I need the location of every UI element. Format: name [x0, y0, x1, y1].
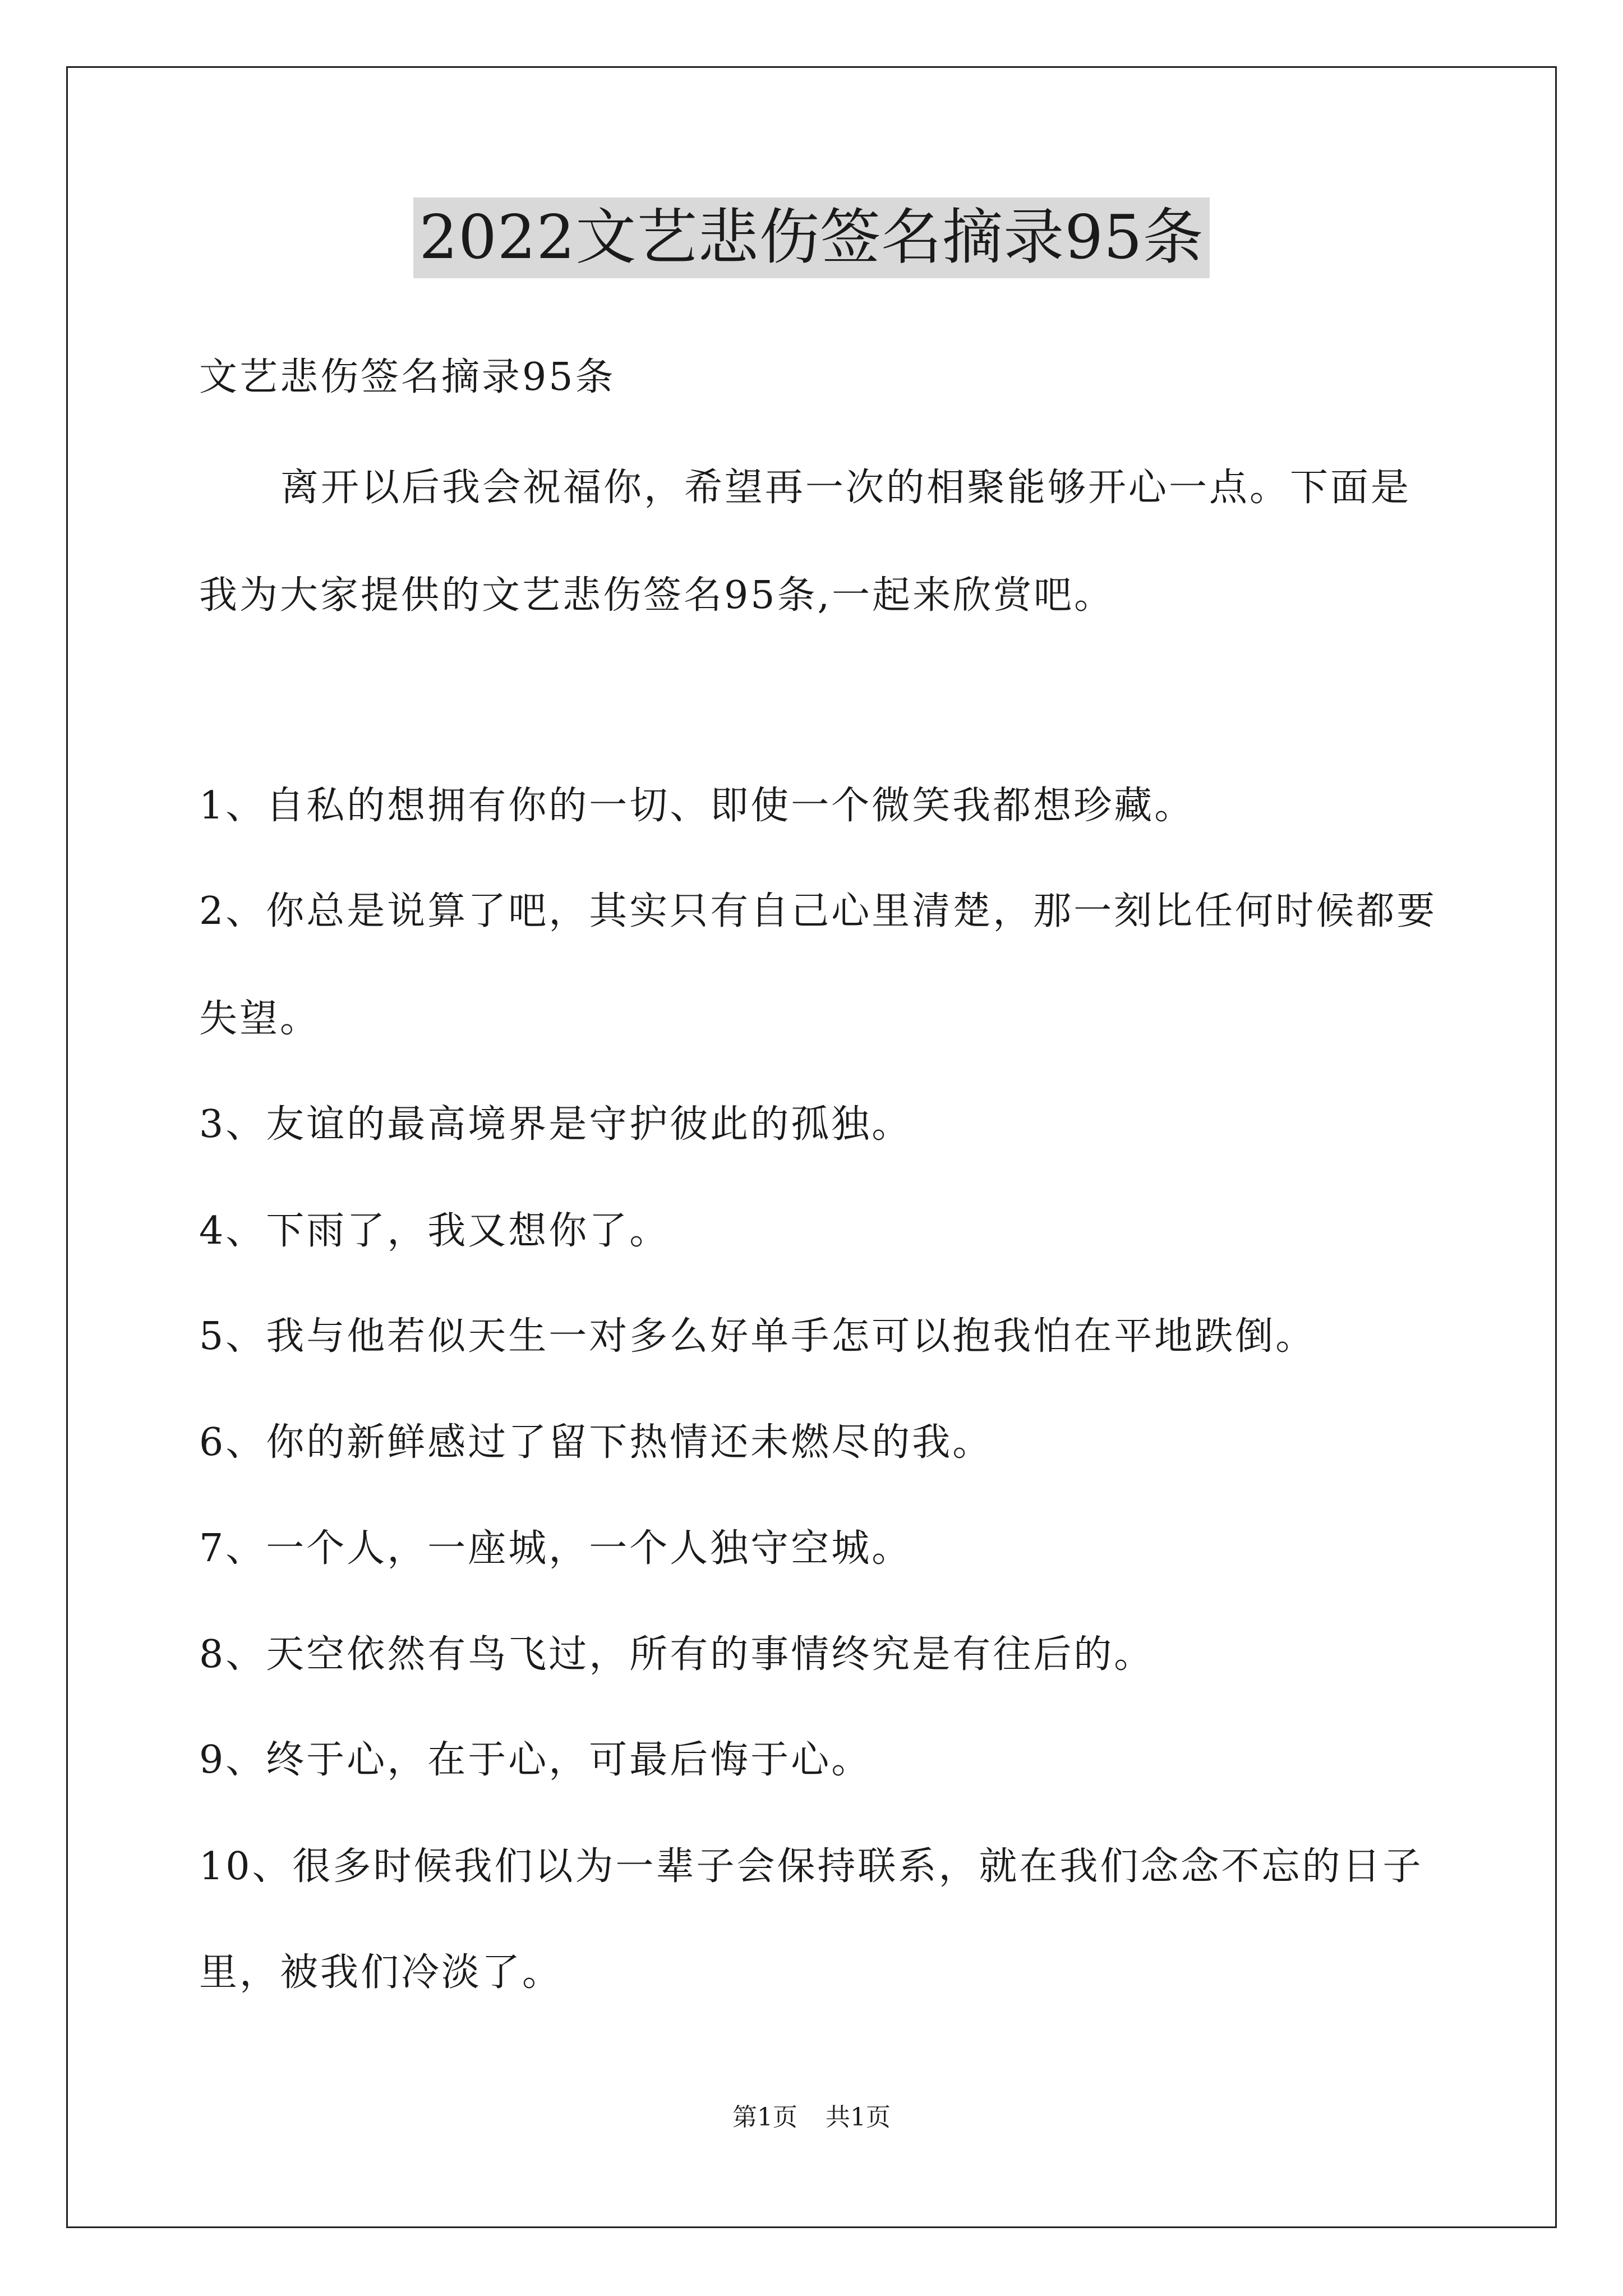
list-item: 10、很多时候我们以为一辈子会保持联系，就在我们念念不忘的日子	[199, 1844, 1423, 1889]
subtitle: 文艺悲伤签名摘录95条	[199, 355, 616, 399]
list-item: 1、自私的想拥有你的一切、即使一个微笑我都想珍藏。	[199, 784, 1195, 828]
list-item: 里，被我们冷淡了。	[199, 1950, 563, 1995]
list-item: 4、下雨了，我又想你了。	[199, 1209, 670, 1253]
list-item: 7、一个人，一座城，一个人独守空城。	[199, 1526, 912, 1571]
intro-line: 离开以后我会祝福你，希望再一次的相聚能够开心一点。下面是	[280, 466, 1412, 510]
intro-line: 我为大家提供的文艺悲伤签名95条,一起来欣赏吧。	[199, 573, 1115, 618]
page-title: 2022文艺悲伤签名摘录95条	[413, 197, 1209, 278]
list-item: 3、友谊的最高境界是守护彼此的孤独。	[199, 1102, 912, 1147]
list-item: 9、终于心，在于心，可最后悔于心。	[199, 1738, 872, 1782]
page-total: 共1页	[826, 2103, 891, 2132]
title-container	[0, 197, 1623, 278]
page-footer	[0, 2101, 1623, 2134]
list-item: 失望。	[199, 997, 321, 1041]
list-item: 2、你总是说算了吧，其实只有自己心里清楚，那一刻比任何时候都要	[199, 889, 1437, 933]
list-item: 5、我与他若似天生一对多么好单手怎可以抱我怕在平地跌倒。	[199, 1314, 1316, 1359]
page-number: 第1页	[732, 2103, 797, 2132]
list-item: 6、你的新鲜感过了留下热情还未燃尽的我。	[199, 1420, 993, 1465]
list-item: 8、天空依然有鸟飞过，所有的事情终究是有往后的。	[199, 1632, 1155, 1677]
